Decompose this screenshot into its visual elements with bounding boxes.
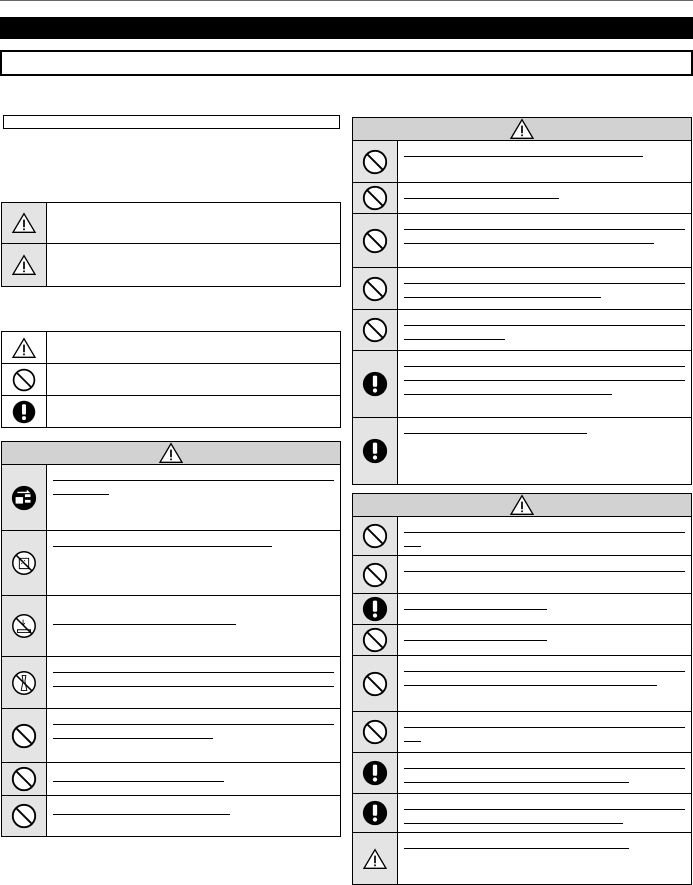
page-title — [0, 17, 693, 39]
mandatory-action-icon — [361, 759, 389, 787]
mandatory-action-icon — [361, 437, 389, 465]
table-row — [2, 796, 341, 837]
prohibition-icon — [361, 522, 389, 550]
table-row — [353, 183, 692, 214]
warning-header-bar — [2, 442, 341, 465]
signal-word-text — [47, 244, 341, 287]
mandatory-action-icon — [361, 370, 389, 398]
legend-row — [2, 332, 341, 364]
signal-word-row — [2, 203, 341, 244]
prohibition-icon — [361, 561, 389, 589]
symbol-legend-table — [1, 331, 341, 428]
warning-triangle-icon — [158, 442, 184, 464]
warning-triangle-icon — [362, 848, 388, 870]
mandatory-action-icon — [11, 399, 37, 425]
table-row — [353, 753, 692, 794]
prohibition-icon — [361, 148, 389, 176]
table-row — [2, 763, 341, 796]
signal-word-row — [2, 244, 341, 287]
legend-row — [2, 364, 341, 396]
warning-triangle-icon — [11, 254, 37, 276]
table-row — [353, 141, 692, 183]
table-row — [2, 709, 341, 763]
intro-text — [3, 134, 340, 194]
no-water-icon — [10, 612, 38, 640]
legend-text — [47, 364, 341, 396]
table-row — [353, 310, 692, 351]
signal-word-text — [47, 203, 341, 244]
legend-text — [47, 396, 341, 428]
legend-row — [2, 396, 341, 428]
warning-triangle-icon — [509, 494, 535, 516]
warning-triangle-icon — [11, 337, 37, 359]
mandatory-action-icon — [361, 595, 389, 623]
warning-header-bar — [353, 118, 692, 141]
table-row — [353, 594, 692, 625]
prohibition-icon — [10, 765, 38, 793]
legend-text — [47, 332, 341, 364]
table-row — [353, 268, 692, 310]
prohibition-icon — [361, 718, 389, 746]
warning-triangle-icon — [11, 212, 37, 234]
do-not-disassemble-icon — [10, 669, 38, 697]
prohibition-icon — [10, 802, 38, 830]
table-row — [353, 214, 692, 268]
page-subtitle — [0, 50, 693, 76]
prohibition-icon — [10, 722, 38, 750]
table-row — [2, 657, 341, 709]
table-row — [2, 596, 341, 657]
warning-triangle-icon — [509, 118, 535, 140]
table-row — [353, 625, 692, 656]
prohibition-icon — [361, 275, 389, 303]
prohibition-icon — [361, 670, 389, 698]
table-row — [353, 712, 692, 753]
mandatory-action-icon — [361, 799, 389, 827]
table-row — [2, 465, 341, 531]
table-row — [353, 794, 692, 833]
table-row — [353, 656, 692, 712]
caution-header-bar — [353, 494, 692, 517]
prohibition-icon — [361, 316, 389, 344]
right-caution-table — [352, 493, 692, 885]
prohibition-icon — [361, 626, 389, 654]
prohibition-icon — [11, 367, 37, 393]
unplug-icon — [10, 484, 38, 512]
top-rule — [0, 0, 693, 3]
table-row — [353, 351, 692, 418]
table-row — [353, 556, 692, 594]
table-row — [353, 517, 692, 556]
right-warning-table — [352, 117, 692, 485]
table-row — [353, 418, 692, 485]
table-row — [2, 531, 341, 596]
no-wet-hands-icon — [10, 549, 38, 577]
table-row — [353, 833, 692, 885]
left-warning-table — [1, 441, 341, 837]
prohibition-icon — [361, 184, 389, 212]
signal-word-table — [1, 202, 341, 287]
prohibition-icon — [361, 227, 389, 255]
left-section-heading — [3, 115, 340, 129]
